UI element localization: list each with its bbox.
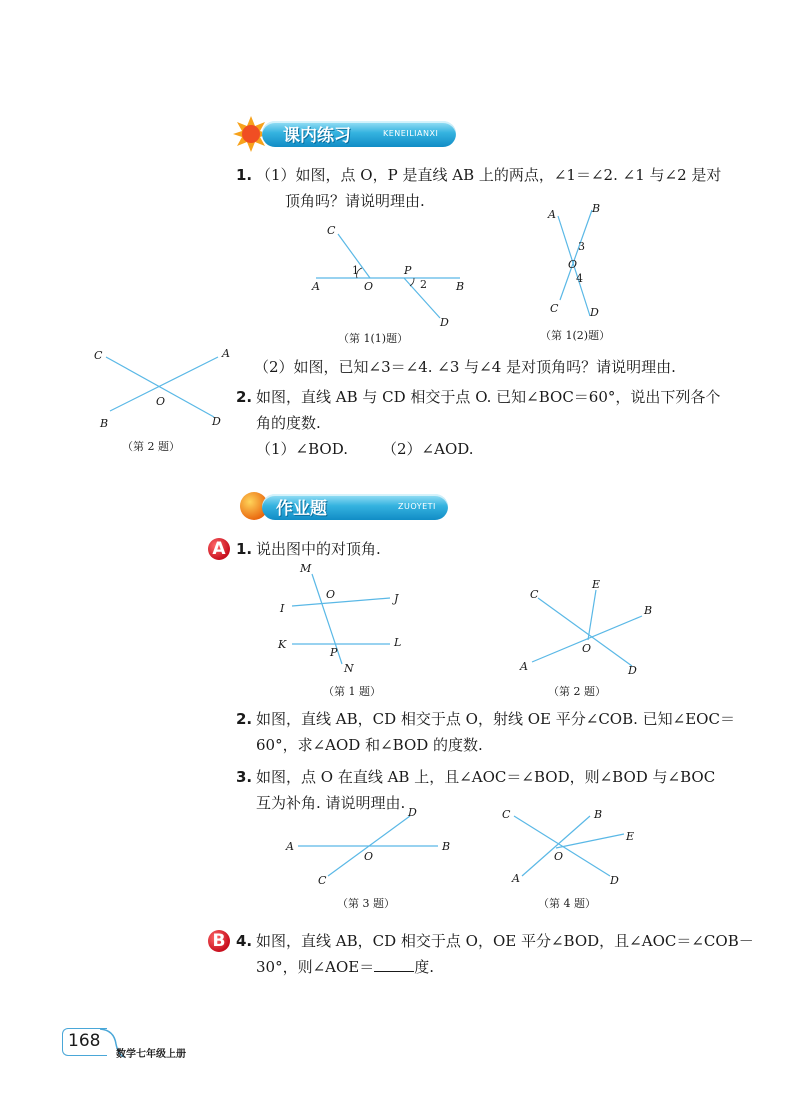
svg-text:A: A <box>512 872 520 885</box>
figure-caption: （第 3 题） <box>337 897 395 910</box>
svg-text:E: E <box>626 830 635 843</box>
svg-text:O: O <box>582 642 592 655</box>
page-number: 168 <box>68 1031 101 1051</box>
exercise-text: 互为补角. 请说明理由. <box>256 794 406 812</box>
svg-text:E: E <box>592 578 601 591</box>
svg-text:A: A <box>520 660 528 673</box>
exercise-text: 如图，点 O 在直线 AB 上，且∠AOC＝∠BOD，则∠BOD 与∠BOC <box>256 768 716 786</box>
svg-text:C: C <box>530 588 539 601</box>
svg-text:J: J <box>394 592 399 605</box>
level-b-badge: B <box>208 930 230 952</box>
exercise-text: 60°，求∠AOD 和∠BOD 的度数. <box>256 736 483 754</box>
svg-text:M: M <box>300 562 312 575</box>
exercise-text: 角的度数. <box>256 414 321 432</box>
exercise-text <box>256 954 434 980</box>
figure-1-2 <box>540 200 610 325</box>
svg-text:3: 3 <box>578 240 585 253</box>
svg-text:A: A <box>286 840 294 853</box>
book-title: 数学七年级上册 <box>116 1049 186 1060</box>
exercise-text-part: 度. <box>414 958 435 976</box>
exercise-number: 1. <box>236 540 253 558</box>
svg-text:D: D <box>628 664 637 674</box>
homework-figure-2 <box>510 574 670 674</box>
figure-1-1 <box>300 220 480 330</box>
homework-figure-1 <box>270 560 410 680</box>
exercise-number: 2. <box>236 388 253 406</box>
svg-text:C: C <box>94 349 103 362</box>
svg-text:K: K <box>278 638 287 651</box>
svg-text:P: P <box>330 646 338 659</box>
exercise-text: 如图，直线 AB，CD 相交于点 O，OE 平分∠BOD，且∠AOC＝∠COB－ <box>256 932 754 950</box>
svg-text:D: D <box>212 415 221 428</box>
banner-subtitle: KENEILIANXI <box>383 129 439 138</box>
svg-text:C: C <box>550 302 559 315</box>
exercise-item: （1）∠BOD. <box>256 440 348 458</box>
svg-text:C: C <box>318 874 327 887</box>
exercise-number: 3. <box>236 768 253 786</box>
figure-caption: （第 4 题） <box>538 897 596 910</box>
banner-title: 课内练习 <box>283 126 351 146</box>
svg-text:O: O <box>156 395 166 408</box>
exercise-text: 如图，直线 AB 与 CD 相交于点 O. 已知∠BOC＝60°，说出下列各个 <box>256 388 721 406</box>
exercise-text-part: 30°，则∠AOE＝ <box>256 958 375 976</box>
svg-text:B: B <box>644 604 653 617</box>
svg-text:4: 4 <box>576 272 583 285</box>
svg-text:L: L <box>394 636 402 649</box>
svg-text:N: N <box>344 662 354 675</box>
figure-caption: （第 1 题） <box>323 685 381 698</box>
svg-text:I: I <box>280 602 285 615</box>
svg-text:B: B <box>594 808 603 821</box>
svg-text:O: O <box>364 850 374 863</box>
svg-text:D: D <box>610 874 619 887</box>
svg-text:D: D <box>440 316 449 329</box>
homework-figure-3 <box>280 804 460 892</box>
svg-text:B: B <box>442 840 451 853</box>
figure-caption: （第 2 题） <box>548 685 606 698</box>
svg-text:C: C <box>327 224 336 237</box>
figure-caption: （第 1(2)题） <box>540 329 611 342</box>
svg-text:O: O <box>554 850 564 863</box>
exercise-text: （1）如图，点 O，P 是直线 AB 上的两点，∠1＝∠2. ∠1 与∠2 是对 <box>256 166 722 184</box>
banner-title: 作业题 <box>276 499 327 519</box>
figure-2 <box>90 345 240 430</box>
exercise-text: 如图，直线 AB，CD 相交于点 O，射线 OE 平分∠COB. 已知∠EOC＝ <box>256 710 735 728</box>
svg-text:O: O <box>568 258 578 271</box>
level-a-badge: A <box>208 538 230 560</box>
svg-text:D: D <box>408 806 417 819</box>
exercise-text: 顶角吗？请说明理由. <box>285 192 425 210</box>
svg-text:2: 2 <box>420 278 427 291</box>
exercise-number: 1. <box>236 166 253 184</box>
svg-text:C: C <box>502 808 511 821</box>
banner-subtitle: ZUOYETI <box>398 502 436 511</box>
exercise-text: 说出图中的对顶角. <box>256 540 381 558</box>
svg-text:P: P <box>404 264 412 277</box>
svg-text:O: O <box>326 588 336 601</box>
svg-text:A: A <box>222 347 230 360</box>
svg-text:D: D <box>590 306 599 319</box>
svg-text:A: A <box>312 280 320 293</box>
svg-text:B: B <box>100 417 109 430</box>
exercise-text: （2）如图，已知∠3＝∠4. ∠3 与∠4 是对顶角吗？请说明理由. <box>254 358 676 376</box>
figure-caption: （第 1(1)题） <box>338 332 409 345</box>
svg-text:1: 1 <box>352 264 359 277</box>
svg-text:B: B <box>456 280 465 293</box>
answer-blank[interactable] <box>374 957 414 972</box>
exercise-number: 4. <box>236 932 253 950</box>
svg-text:O: O <box>364 280 374 293</box>
homework-figure-4 <box>500 804 650 892</box>
exercise-item: （2）∠AOD. <box>382 440 474 458</box>
exercise-number: 2. <box>236 710 253 728</box>
figure-caption: （第 2 题） <box>122 440 180 453</box>
svg-text:B: B <box>592 202 601 215</box>
svg-text:A: A <box>548 208 556 221</box>
